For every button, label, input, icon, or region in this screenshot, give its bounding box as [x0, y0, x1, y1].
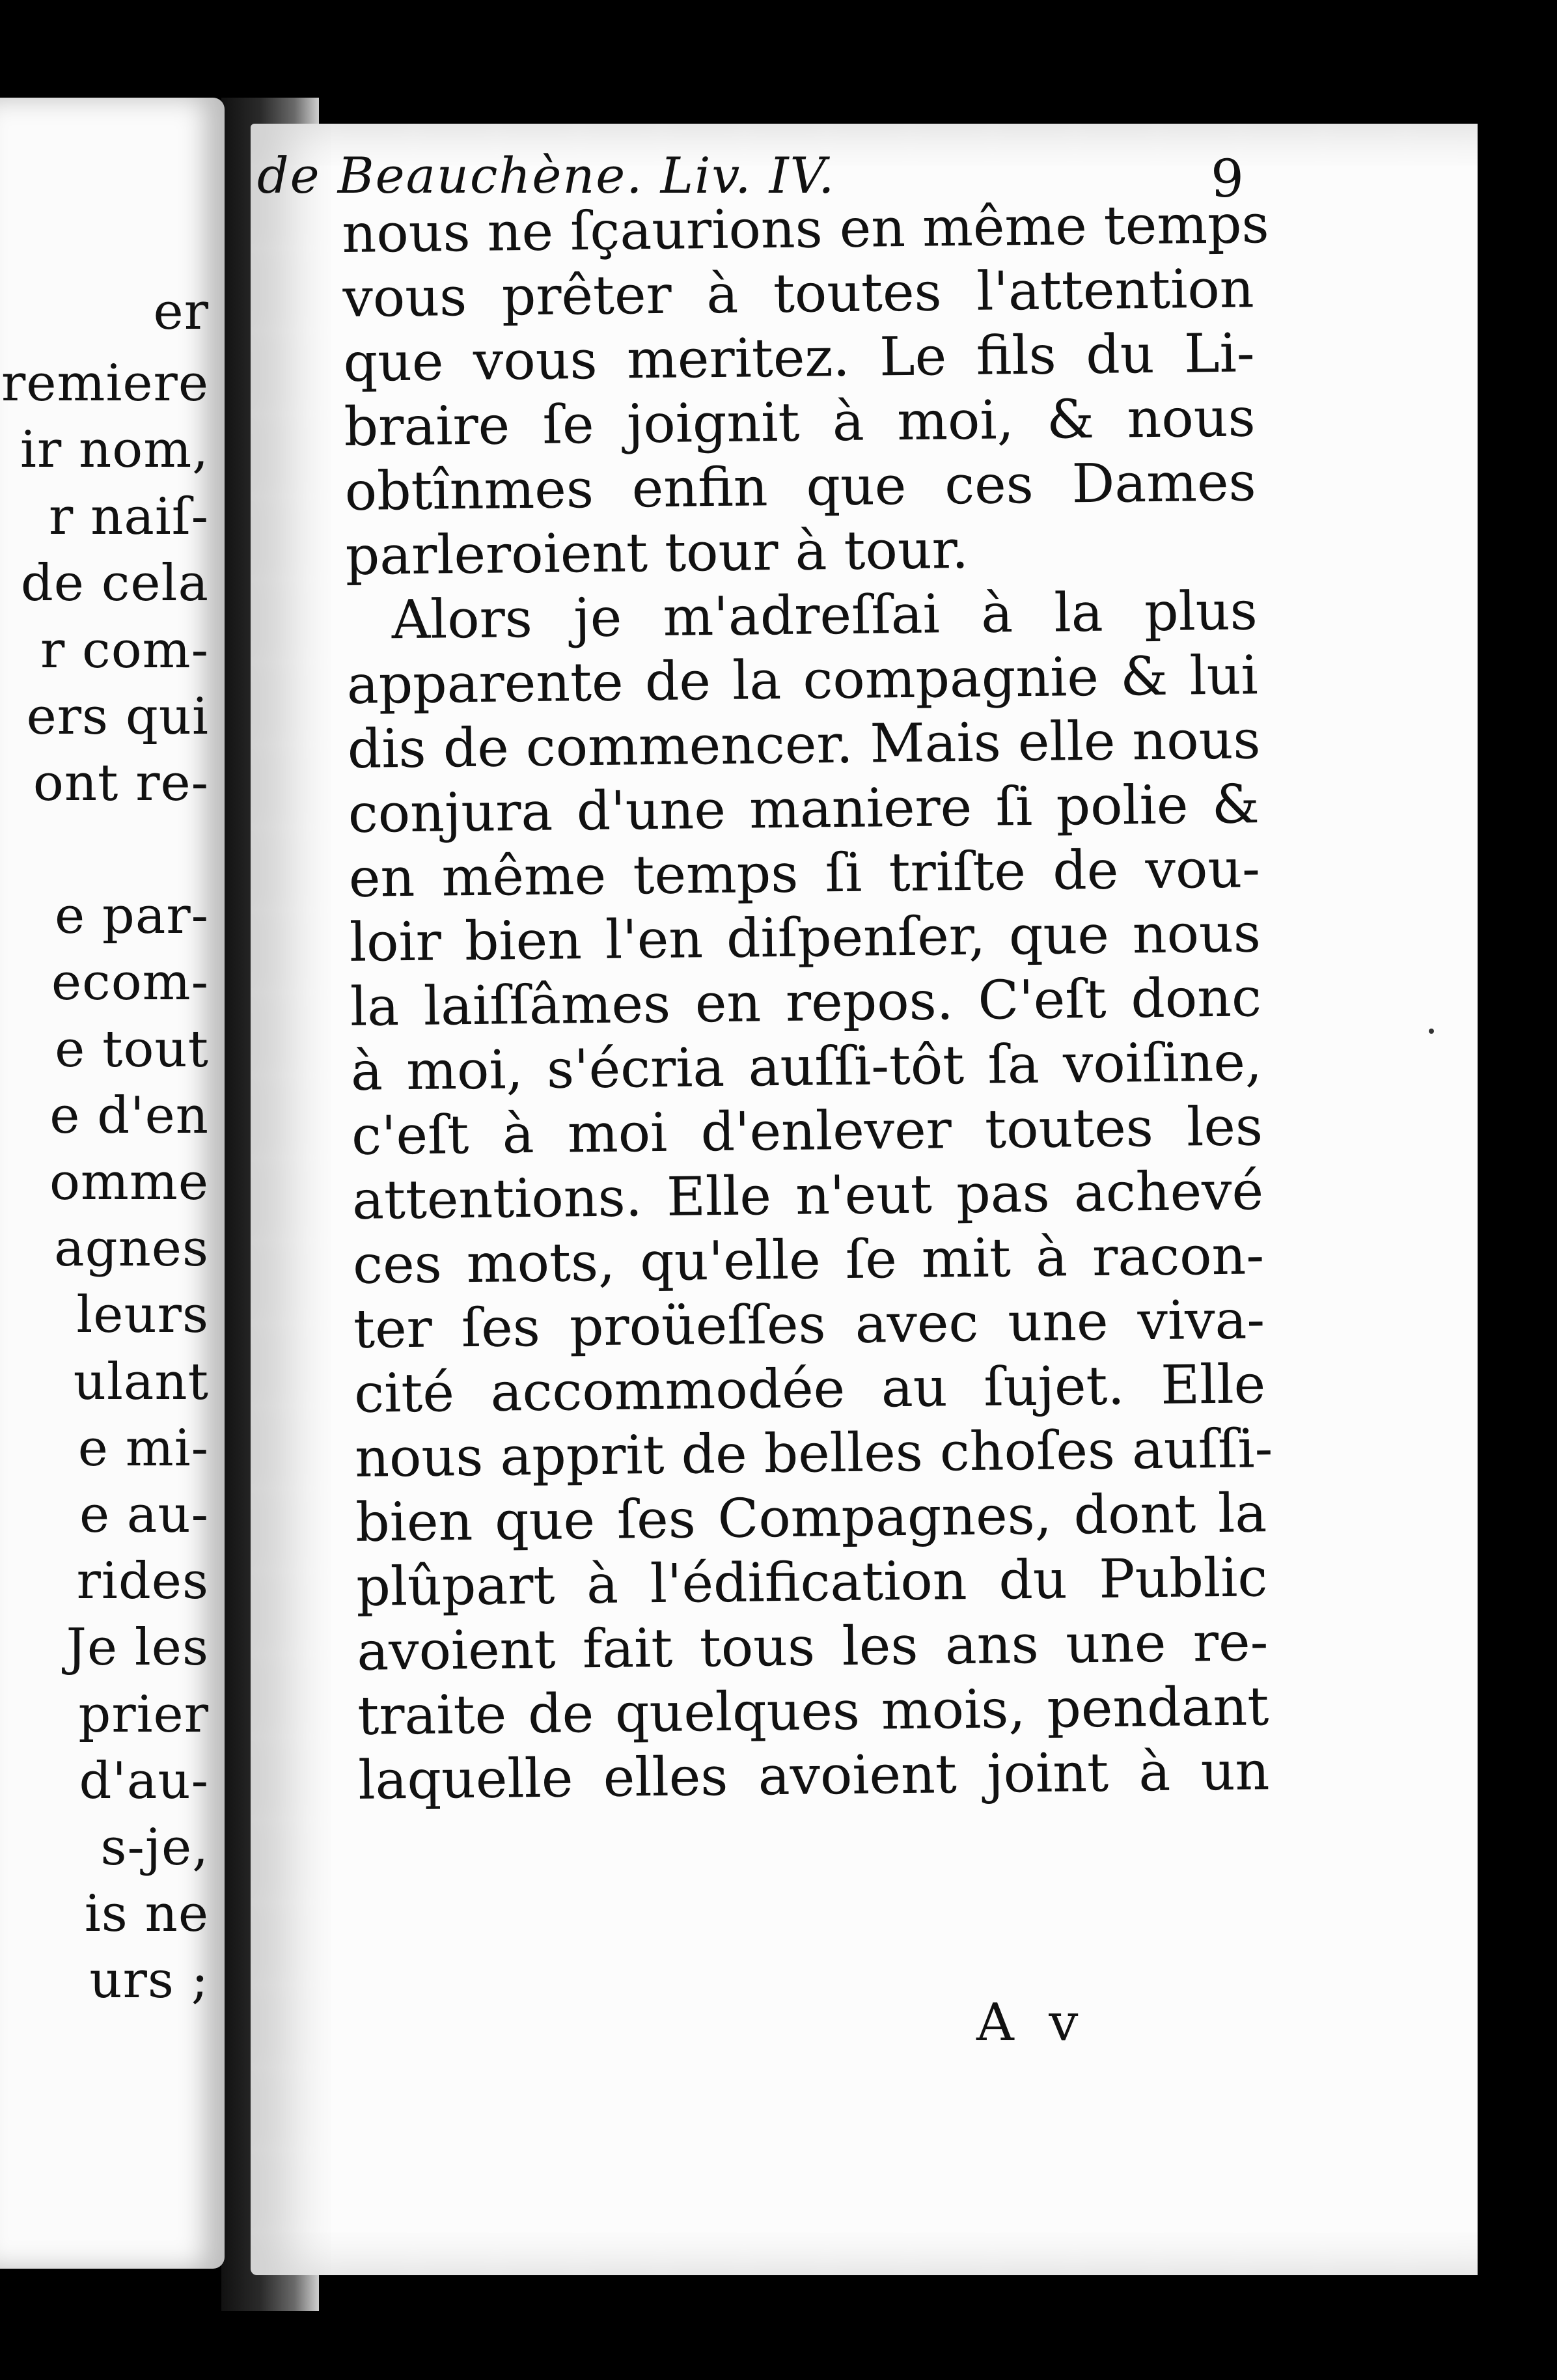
left-page-line-fragment: leurs [76, 1286, 209, 1344]
text-line: Alors je m'adreſſai à la plus [391, 580, 1258, 652]
left-page-line-fragment: ont re- [33, 754, 209, 812]
text-line: conjura d'une maniere ſi polie & [348, 773, 1260, 845]
page-number: 9 [1211, 148, 1244, 209]
left-page-line-fragment: e mi- [77, 1419, 209, 1478]
text-line: que vous meritez. Le fils du Li- [343, 322, 1256, 394]
text-line: loir bien l'en diſpenſer, que nous [349, 902, 1261, 974]
text-line: ces mots, qu'elle ſe mit à racon- [352, 1225, 1265, 1296]
text-line: c'eſt à moi d'enlever toutes les [351, 1096, 1263, 1167]
left-page-line-fragment: e d'en [49, 1086, 209, 1145]
left-page-line-fragment: r com- [40, 621, 209, 680]
running-head: de Beauchène. Liv. IV. [257, 146, 836, 204]
text-line: avoient fait tous les ans une re- [356, 1611, 1269, 1683]
text-line: obtînmes enfin que ces Dames [344, 451, 1257, 523]
left-page-line-fragment: e au- [79, 1486, 209, 1544]
left-page-line-fragment: er [153, 283, 209, 341]
text-line: vous prêter à toutes l'attention [342, 258, 1254, 329]
left-page-line-fragment: urs ; [89, 1951, 209, 2010]
text-line: ter ſes proüeſſes avec une viva- [353, 1289, 1265, 1361]
text-line: braire ſe joignit à moi, & nous [344, 387, 1256, 458]
text-line: nous ne ſçaurions en même temps [342, 193, 1270, 265]
text-line: cité accommodée au ſujet. Elle [353, 1353, 1266, 1425]
text-line: plûpart à l'édification du Public [355, 1547, 1268, 1618]
left-page-line-fragment: rides [76, 1552, 209, 1611]
left-page-line-fragment: remiere [1, 354, 209, 413]
left-page-line-fragment: prier [78, 1685, 209, 1744]
left-page-line-fragment: ecom- [51, 953, 209, 1012]
left-page-line-fragment: agnes [54, 1219, 209, 1278]
signature-mark: A v [976, 1992, 1088, 2053]
text-line: laquelle elles avoient joint à un [357, 1740, 1270, 1812]
text-line: la laiſſâmes en repos. C'eſt donc [350, 967, 1262, 1038]
left-page-line-fragment: e tout [55, 1020, 209, 1079]
left-page-line-fragment: e par- [54, 887, 209, 945]
left-page [0, 98, 225, 2269]
text-line: en même temps ſi triſte de vou- [348, 838, 1261, 909]
left-page-line-fragment: ir nom, [20, 421, 209, 479]
left-page-line-fragment: omme [49, 1153, 209, 1211]
body-text [342, 192, 1273, 1813]
text-line: bien que ſes Compagnes, dont la [355, 1482, 1267, 1554]
text-line: à moi, s'écria auſſi-tôt ſa voiſine, [350, 1031, 1263, 1103]
text-line: nous apprit de belles choſes auſſi- [354, 1418, 1273, 1489]
text-line: parleroient tour à tour. [345, 518, 969, 587]
left-page-line-fragment: ers qui [26, 687, 209, 746]
left-page-line-fragment: s-je, [100, 1818, 209, 1877]
left-page-line-fragment: d'au- [79, 1752, 209, 1810]
text-line: attentions. Elle n'eut pas achevé [351, 1160, 1264, 1232]
paper-speck [1429, 1029, 1434, 1034]
text-line: traite de quelques mois, pendant [357, 1676, 1269, 1747]
text-line: apparente de la compagnie & lui [346, 644, 1259, 716]
left-page-line-fragment: r naiſ- [49, 488, 209, 546]
left-page-line-fragment: Je les [66, 1618, 209, 1677]
left-page-line-fragment: de cela [20, 554, 209, 613]
left-page-line-fragment: is ne [84, 1885, 209, 1943]
left-page-line-fragment: ulant [73, 1353, 209, 1411]
text-line: dis de commencer. Mais elle nous [347, 709, 1261, 781]
